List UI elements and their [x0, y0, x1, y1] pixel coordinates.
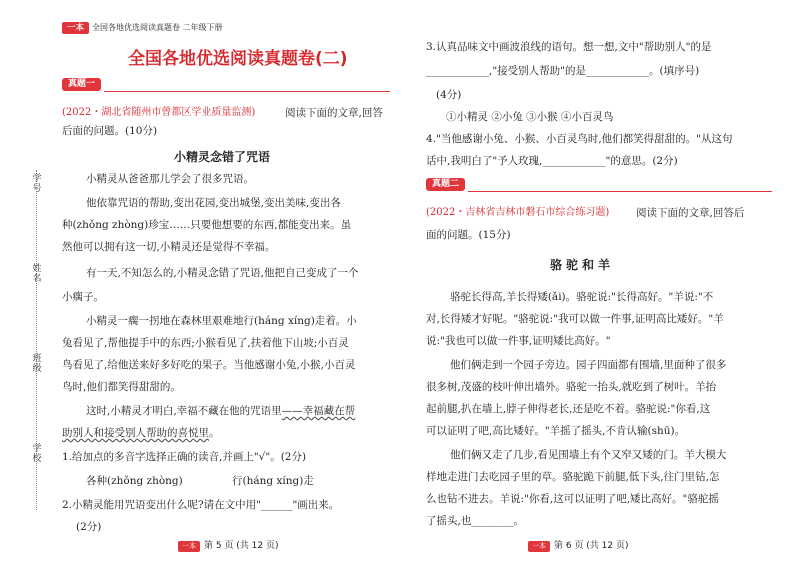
paragraph-line	[86, 404, 355, 418]
paragraph-line: 小精灵一瘸一拐地在森林里艰难地行(háng xíng)走着。小	[86, 315, 357, 327]
margin-label-student-id: 学号	[32, 174, 42, 194]
paragraph-line: 样地走进门去吃园子里的草。骆驼跪下前腿,低下头,往门里钻,怎	[426, 471, 720, 483]
instruction-line-1: 阅读下面的文章,回答	[285, 107, 383, 119]
header-badge: 一本	[62, 22, 89, 34]
paragraph-line: 很多树,茂盛的枝叶伸出墙外。骆驼一抬头,就吃到了树叶。羊抬	[426, 381, 717, 393]
header-text: 全国各地优选阅读真题卷 二年级下册	[92, 23, 223, 32]
paragraph-line: 小瘸子。	[62, 291, 104, 303]
paragraph-line: 然他可以拥有这一切,小精灵还是觉得不幸福。	[62, 241, 276, 253]
paragraph-text: 。	[209, 427, 220, 439]
page-number: 第 6 页 (共 12 页)	[554, 541, 629, 551]
paragraph-line: 对,长得矮才好呢。"骆驼说:"我可以做一件事,证明高比矮好。"羊	[426, 313, 724, 325]
question-1: 1.给加点的多音字选择正确的读音,并画上"√"。(2分)	[62, 451, 307, 463]
question-4-blank[interactable]: 话中,我明白了"予人玫瑰,____________"的意思。(2分)	[426, 155, 678, 167]
footer-badge: 一本	[178, 541, 200, 552]
paragraph-line: 鸟看见了,给他送来好多好吃的果子。当他感谢小兔,小猴,小百灵	[62, 359, 356, 371]
instruction-line-1: 阅读下面的文章,回答后	[636, 207, 745, 219]
section-divider	[468, 191, 772, 192]
margin-label-name: 姓名	[32, 264, 42, 284]
paragraph-line[interactable]: 了摇头,也________。	[426, 515, 524, 527]
right-page	[400, 0, 800, 566]
question-1-option-a[interactable]: 各种(zhǒng zhòng)	[86, 475, 183, 487]
paragraph-text: 这时,小精灵才明白,幸福不藏在他的咒语里	[86, 405, 282, 417]
question-4: 4."当他感谢小兔、小猴、小百灵鸟时,他们都笑得甜甜的。"从这句	[426, 133, 733, 145]
paragraph-line: 小精灵从爸爸那儿学会了很多咒语。	[86, 173, 254, 185]
paragraph-line: 说:"我也可以做一件事,证明矮比高好。"	[426, 335, 611, 347]
paragraph-line: 骆驼长得高,羊长得矮(ǎi)。骆驼说:"长得高好。"羊说:"不	[450, 291, 714, 303]
paragraph-line: 可以证明了吧,高比矮好。"羊摇了摇头,不肯认输(shū)。	[426, 425, 686, 437]
paragraph-line: 他们俩又走了几步,看见围墙上有个又窄又矮的门。羊大模大	[450, 449, 727, 461]
paragraph-line: 起前腿,扒在墙上,脖子伸得老长,还是吃不着。骆驼说:"你看,这	[426, 403, 711, 415]
question-1-option-b[interactable]: 行(háng xíng)走	[232, 475, 314, 487]
question-2-score: (2分)	[76, 521, 102, 533]
paragraph-line: 鸟时,他们都笑得甜甜的。	[62, 381, 181, 393]
story-title: 骆驼和羊	[550, 258, 615, 272]
instruction-line-2: 面的问题。(15分)	[426, 229, 511, 241]
page-title: 全国各地优选阅读真题卷(二)	[128, 49, 348, 69]
source-note: (2022・吉林省吉林市磐石市综合练习题)	[426, 207, 610, 218]
paragraph-line: 兔看见了,帮他提手中的东西;小猴看见了,扶着他下山坡;小百灵	[62, 337, 349, 349]
paragraph-line: 么也钻不进去。羊说:"你看,这可以证明了吧,矮比高好。"骆驼摇	[426, 493, 719, 505]
paragraph-line: 有一天,不知怎么的,小精灵念错了咒语,他把自己变成了一个	[86, 267, 359, 279]
zhenti-one-badge: 真题一	[62, 78, 101, 91]
question-3: 3.认真品味文中画波浪线的语句。想一想,文中"帮助别人"的是	[426, 41, 712, 53]
margin-label-class: 班级	[32, 354, 42, 374]
question-3-options: ①小精灵 ②小兔 ③小猴 ④小百灵鸟	[446, 111, 614, 123]
page-footer	[528, 538, 629, 552]
paragraph-line: 他们俩走到一个园子旁边。园子四面都有围墙,里面种了很多	[450, 359, 727, 371]
wavy-sentence: 助别人和接受别人帮助的喜悦里	[62, 427, 209, 439]
footer-badge: 一本	[528, 541, 550, 552]
paragraph-line: 种(zhǒng zhòng)珍宝……只要他想要的东西,都能变出来。虽	[62, 219, 352, 231]
instruction-line-2: 后面的问题。(10分)	[62, 125, 158, 137]
margin-label-school: 学校	[32, 444, 42, 464]
section-divider	[104, 91, 390, 92]
page-footer	[178, 538, 279, 552]
story-title: 小精灵念错了咒语	[174, 150, 271, 164]
paragraph-line: 他依靠咒语的帮助,变出花园,变出城堡,变出美味,变出各	[86, 197, 341, 209]
question-3-score: (4分)	[436, 89, 462, 101]
question-3-blanks[interactable]: ____________,"接受别人帮助"的是____________。(填序号)	[426, 65, 700, 77]
question-2: 2.小精灵能用咒语变出什么呢?请在文中用"______"画出来。	[62, 499, 340, 511]
wavy-sentence: ——幸福藏在帮	[281, 405, 356, 417]
source-note: (2022・湖北省随州市曾都区学业质量监测)	[62, 107, 256, 118]
zhenti-two-badge: 真题二	[426, 178, 465, 191]
paragraph-line	[62, 426, 220, 440]
page-number: 第 5 页 (共 12 页)	[204, 541, 279, 551]
